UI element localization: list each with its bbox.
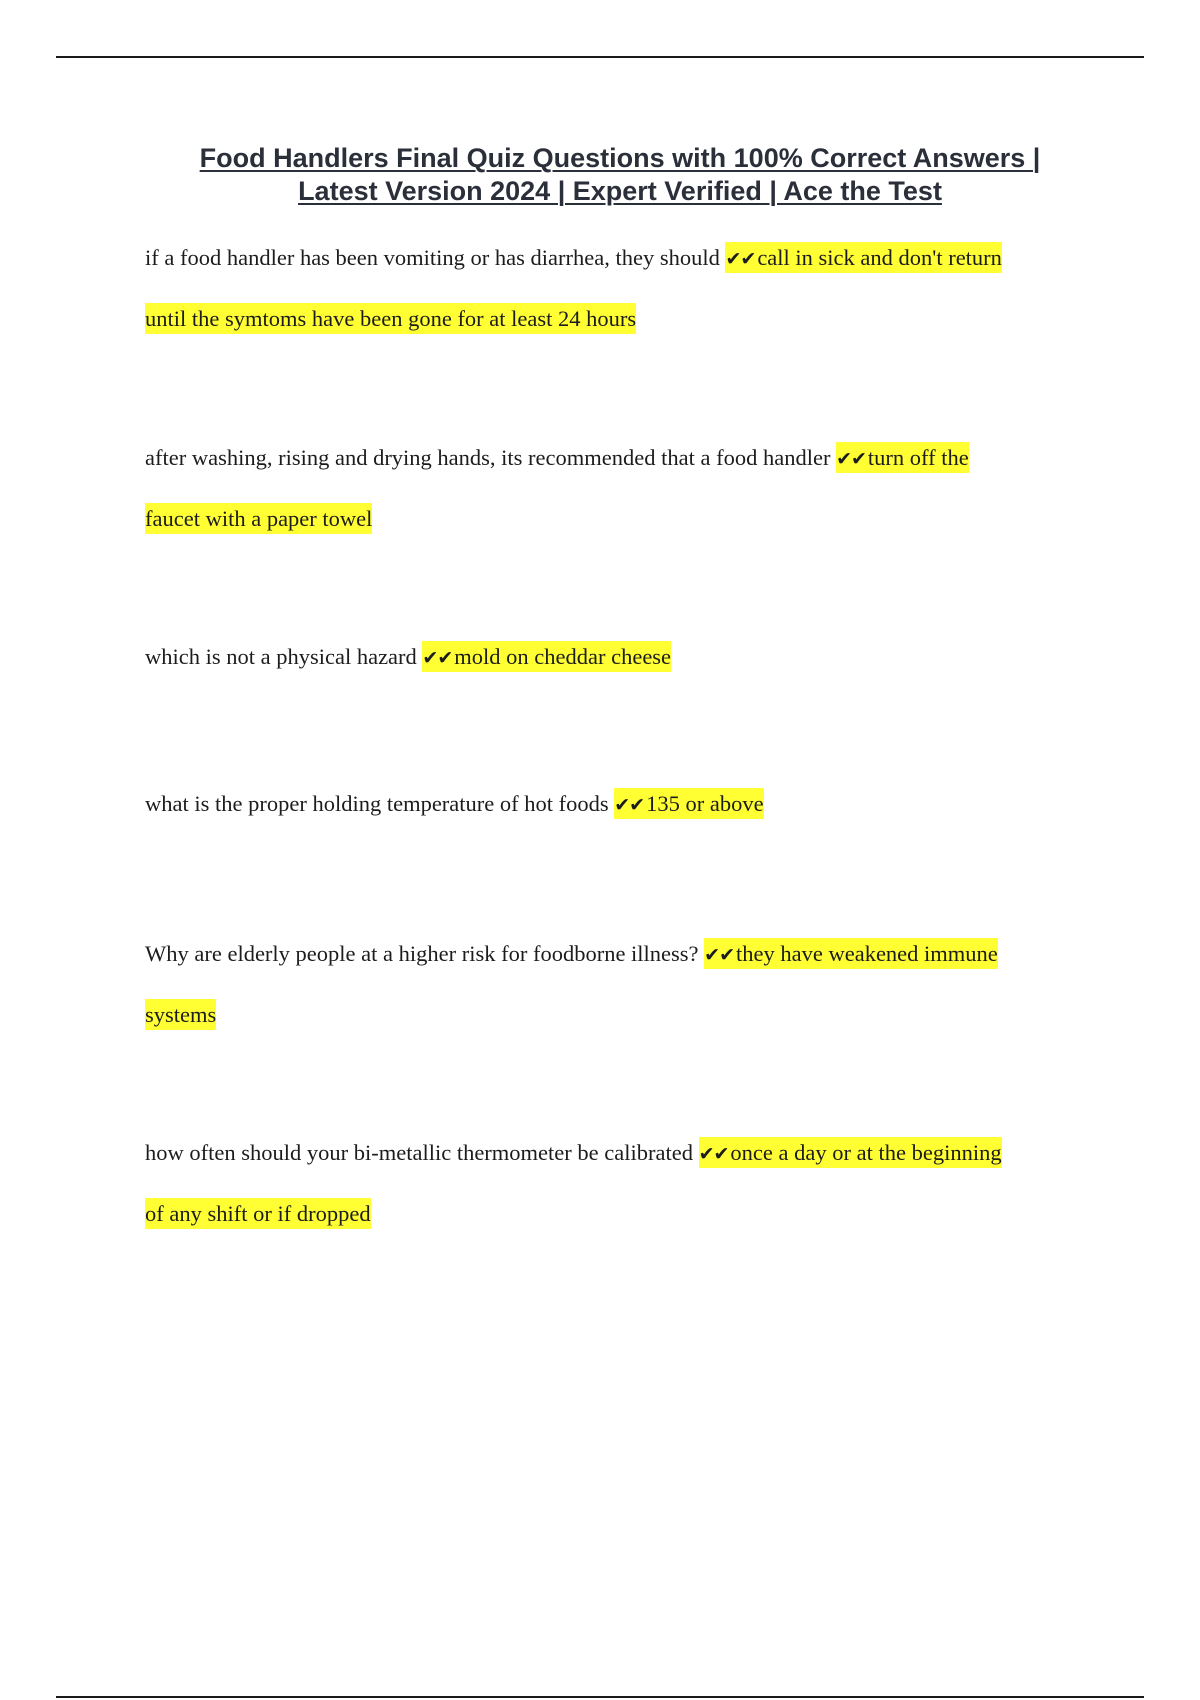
- question-text: if a food handler has been vomiting or has diarrhea, they should: [145, 245, 720, 270]
- answer-text: they have weakened immune systems: [145, 941, 998, 1027]
- answer-highlight: [614, 788, 763, 819]
- title-line-2: Latest Version 2024 | Expert Verified | Ace the Test: [298, 176, 942, 206]
- question-text: Why are elderly people at a higher risk for foodborne illness?: [145, 941, 699, 966]
- question-text: how often should your bi-metallic thermometer be calibrated: [145, 1140, 693, 1165]
- check-mark-icon: ✔✔: [704, 944, 735, 966]
- question-text: what is the proper holding temperature of hot foods: [145, 791, 609, 816]
- check-mark-icon: ✔✔: [836, 448, 866, 470]
- answer-text: turn off the faucet with a paper towel: [145, 445, 969, 531]
- check-mark-icon: ✔✔: [698, 1143, 729, 1165]
- qa-item-1: [145, 228, 1025, 349]
- document-title: [140, 142, 1100, 208]
- question-text: which is not a physical hazard: [145, 644, 417, 669]
- qa-item-4: [145, 774, 1025, 835]
- bottom-rule: [56, 1696, 1144, 1698]
- top-rule: [56, 56, 1144, 58]
- answer-text: 135 or above: [646, 791, 764, 816]
- check-mark-icon: ✔✔: [614, 794, 645, 816]
- check-mark-icon: ✔✔: [725, 248, 756, 270]
- check-mark-icon: ✔✔: [422, 647, 453, 669]
- answer-text: mold on cheddar cheese: [454, 644, 672, 669]
- qa-item-5: [145, 924, 1025, 1045]
- answer-text: once a day or at the beginning of any shift or if dropped: [145, 1140, 1002, 1226]
- title-line-1: Food Handlers Final Quiz Questions with 100% Correct Answers |: [199, 143, 1041, 173]
- qa-item-6: [145, 1123, 1025, 1244]
- question-text: after washing, rising and drying hands, its recommended that a food handler: [145, 445, 831, 470]
- answer-text: call in sick and don't return until the symtoms have been gone for at least 24 hours: [145, 245, 1002, 331]
- qa-item-2: [145, 428, 1025, 549]
- answer-highlight: [422, 641, 671, 672]
- qa-item-3: [145, 627, 1025, 688]
